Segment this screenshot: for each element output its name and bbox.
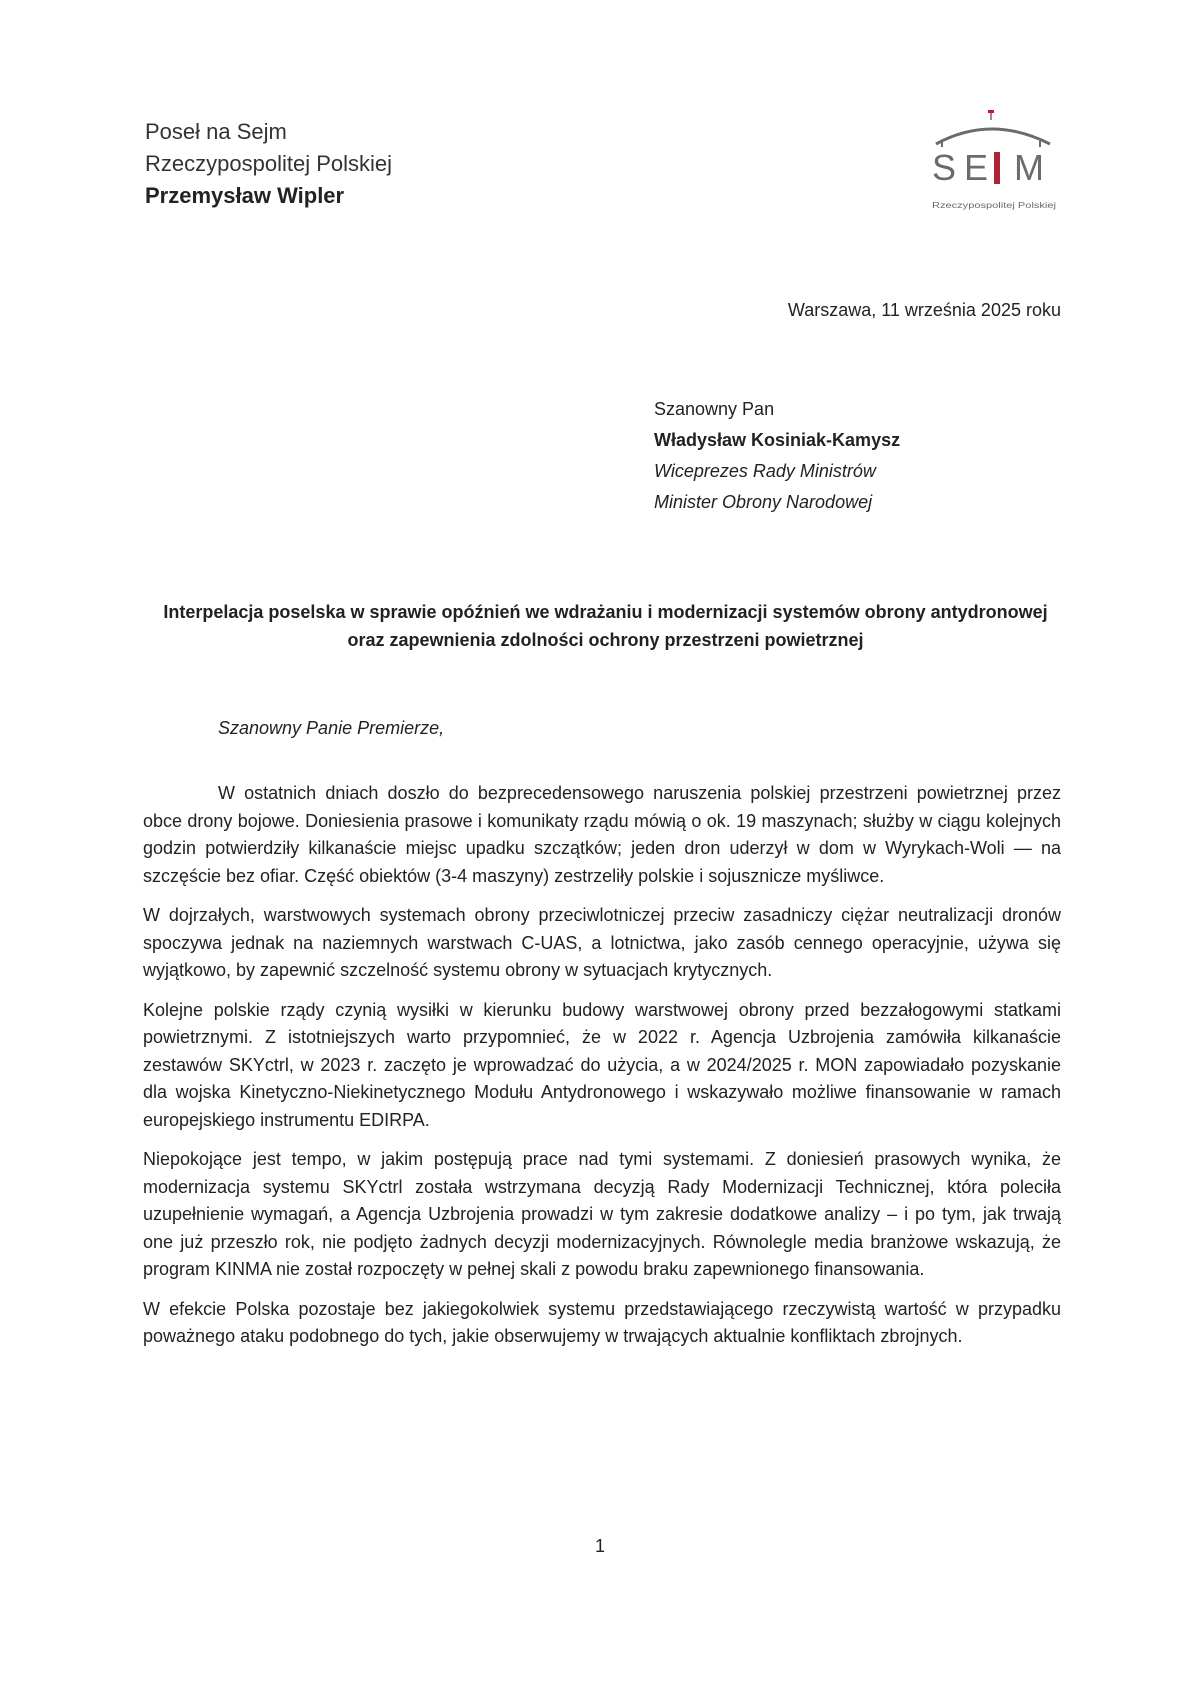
sejm-logo bbox=[928, 108, 1063, 216]
body-paragraph: W ostatnich dniach doszło do bezprecedensowego naruszenia polskiej przestrzeni powietrznej przez obce drony bojowe. Doniesienia prasowe i komunikaty rządu mówią o ok. 19 maszynach; służby w ciągu kolejnych godzin potwierdziły kilkanaście miejsc upadku szczątków; jeden dron uderzył w dom w Wyrykach-Woli — na szczęście bez ofiar. Część obiektów (3-4 maszyny) zestrzeliły polskie i sojusznicze myśliwce. bbox=[143, 783, 1061, 886]
logo-wordmark-e: E bbox=[964, 147, 989, 188]
body-paragraph: W efekcie Polska pozostaje bez jakiegokolwiek systemu przedstawiającego rzeczywistą wartość w przypadku poważnego ataku podobnego do tych, jakie obserwujemy w trwających aktualnie konfliktach zbrojnych. bbox=[143, 1298, 1061, 1346]
addressee-title-1: Wiceprezes Rady Ministrów bbox=[654, 461, 876, 481]
letter-body bbox=[143, 780, 1061, 1363]
logo-wordmark-s: S bbox=[932, 147, 961, 188]
letter-date: Warszawa, 11 września 2025 roku bbox=[787, 300, 1061, 320]
salutation: Szanowny Panie Premierze, bbox=[218, 718, 445, 738]
page-number: 1 bbox=[594, 1536, 605, 1556]
addressee-block bbox=[654, 394, 900, 518]
logo-wordmark-m: M bbox=[1014, 147, 1044, 188]
sender-line-2: Rzeczypospolitej Polskiej bbox=[145, 151, 392, 176]
body-paragraph: W dojrzałych, warstwowych systemach obrony przeciwlotniczej przeciw zasadniczy ciężar neutralizacji dronów spoczywa jednak na naziemnych warstwach C-UAS, a lotnictwa, jako zasób cennego operacyjnie, używa się wyjątkowo, by zapewnić szczelność systemu obrony w sytuacjach krytycznych. bbox=[143, 905, 1061, 980]
sender-line-1: Poseł na Sejm bbox=[145, 119, 287, 144]
addressee-title-2: Minister Obrony Narodowej bbox=[654, 492, 873, 512]
sender-block bbox=[145, 116, 392, 212]
body-paragraph: Kolejne polskie rządy czynią wysiłki w kierunku budowy warstwowej obrony przed bezzałogowymi statkami powietrznymi. Z istotniejszych warto przypomnieć, że w 2022 r. Agencja Uzbrojenia zamówiła kilkanaście zestawów SKYctrl, w 2023 r. zaczęto je wprowadzać do użycia, a w 2024/2025 r. MON zapowiadało pozyskanie dla wojska Kinetyczno-Niekinetycznego Modułu Antydronowego i wskazywało możliwe finansowanie w ramach europejskiego instrumentu EDIRPA. bbox=[143, 999, 1061, 1130]
sejm-dome-icon bbox=[936, 110, 1050, 147]
addressee-greeting: Szanowny Pan bbox=[654, 399, 775, 419]
letter-subject: Interpelacja poselska w sprawie opóźnień we wdrażaniu i modernizacji systemów obrony antydronowej oraz zapewnienia zdolności ochrony przestrzeni powietrznej bbox=[163, 602, 1048, 650]
body-paragraph: Niepokojące jest tempo, w jakim postępują prace nad tymi systemami. Z doniesień prasowych wynika, że modernizacja systemu SKYctrl została wstrzymana decyzją Rady Modernizacji Technicznej, która poleciła uzupełnienie wymagań, a Agencja Uzbrojenia prowadzi w tym zakresie dodatkowe analizy – i po tym, jak trwają one już przeszło rok, nie podjęto żadnych decyzji modernizacyjnych. Równolegle media branżowe wskazują, że program KINMA nie został rozpoczęty w pełnej skali z powodu braku zapewnionego finansowania. bbox=[143, 1149, 1061, 1279]
logo-subtitle: Rzeczypospolitej Polskiej bbox=[932, 201, 1057, 210]
addressee-name: Władysław Kosiniak-Kamysz bbox=[654, 430, 901, 450]
logo-accent-bar bbox=[994, 152, 1000, 184]
sender-name: Przemysław Wipler bbox=[145, 183, 345, 208]
